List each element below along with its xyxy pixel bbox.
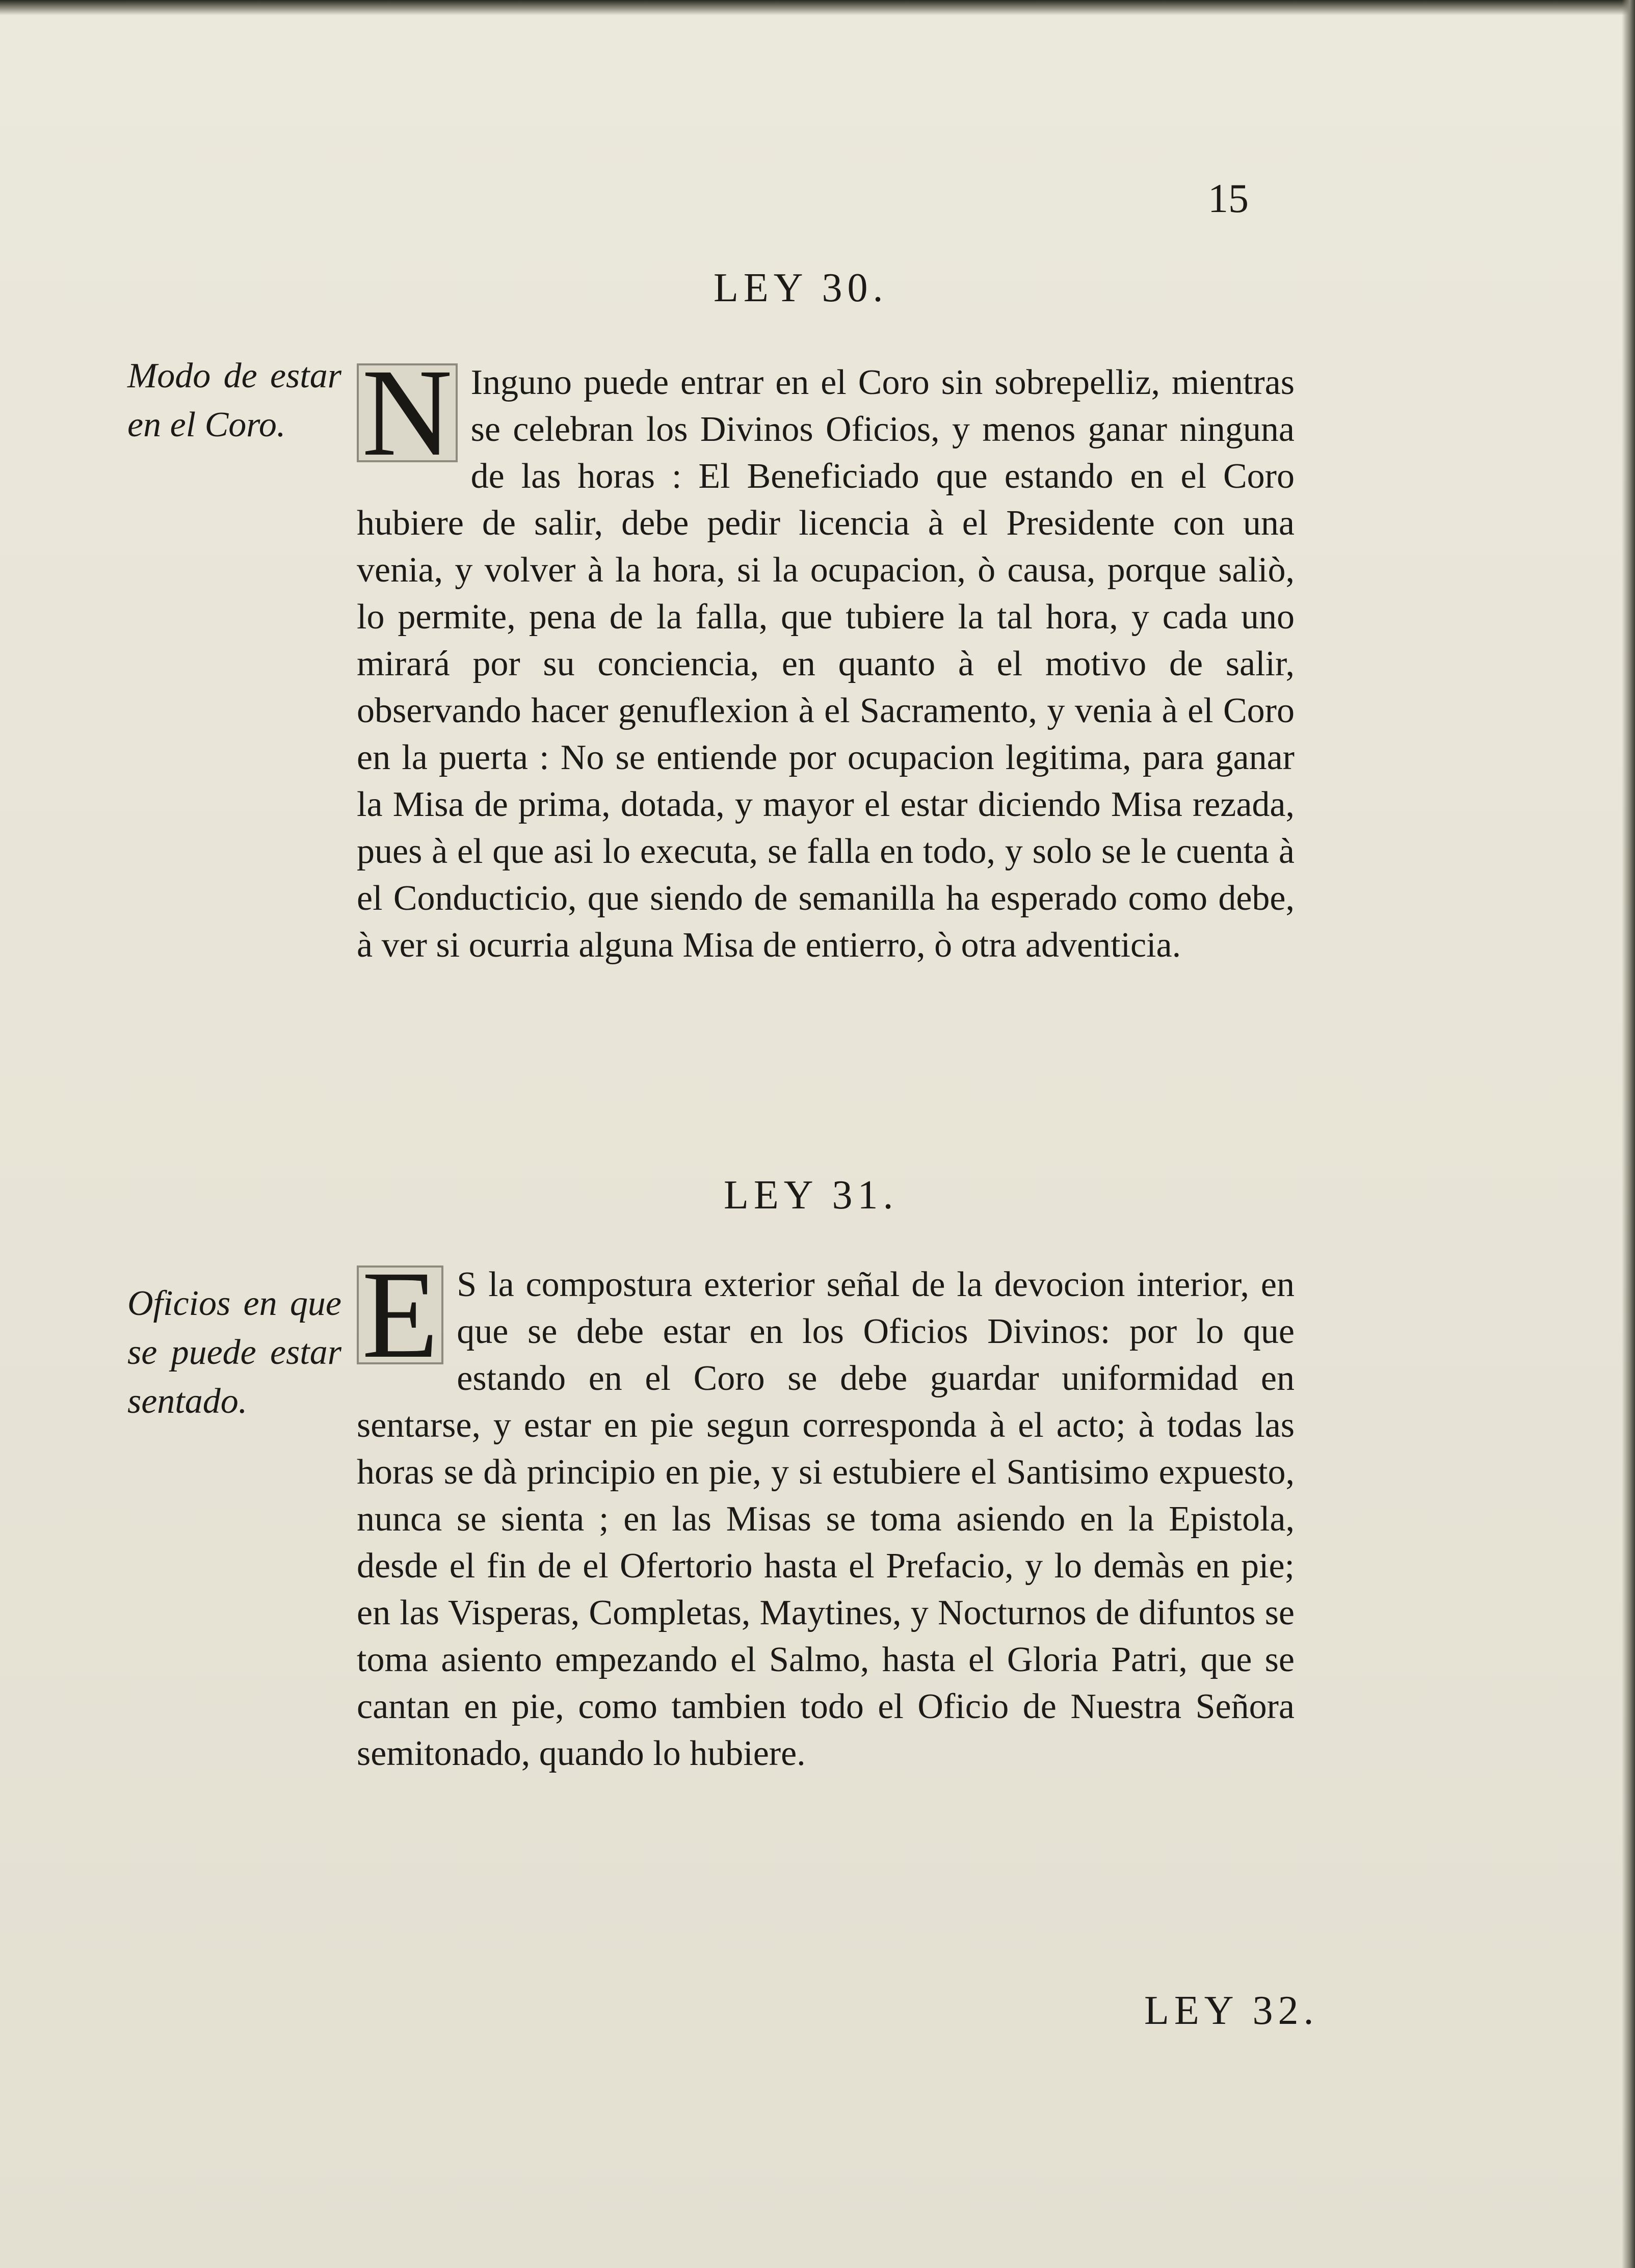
catchword: LEY 32.: [1144, 1988, 1319, 2033]
law-31-text: [357, 1246, 1295, 1777]
margin-note-law-30: Modo de estar en el Coro.: [127, 356, 341, 444]
page-top-edge: [0, 0, 1635, 15]
drop-cap-n: N: [357, 363, 458, 462]
law-30-paragraph: Inguno puede entrar en el Coro sin sobrepelliz, mientras se celebran los Divinos Oficios, y menos ganar ninguna de las horas : El Beneficiado que estando en el Coro hubiere de salir, debe pedir licencia à el Presidente con una venia, y volver à la hora, si la ocupacion, ò causa, porque saliò, lo permite, pena de la falla, que tubiere la tal hora, y cada uno mirará por su conciencia, en quanto à el motivo de salir, observando hacer genuflexion à el Sacramento, y venia à el Coro en la puerta : No se entiende por ocupacion legitima, para ganar la Misa de prima, dotada, y mayor el estar diciendo Misa rezada, pues à el que asi lo executa, se falla en todo, y solo se le cuenta à el Conducticio, que siendo de semanilla ha esperado como debe, à ver si ocurria alguna Misa de entierro, ò otra adventicia.: [357, 363, 1295, 965]
drop-cap-e: E: [357, 1265, 443, 1364]
page-number: 15: [1208, 176, 1249, 221]
law-30-text: [357, 344, 1295, 969]
page-right-edge: [1622, 0, 1635, 2268]
margin-note-law-31: Oficios en que se puede estar sentado.: [127, 1284, 341, 1421]
law-31-heading: LEY 31.: [724, 1173, 899, 1218]
law-31-paragraph: S la compostura exterior señal de la devocion interior, en que se debe estar en los Oficios Divinos: por lo que estando en el Coro se debe guardar uniformidad en sentarse, y estar en pie segun corresponda à el acto; à todas las horas se dà principio en pie, y si estubiere el Santisimo expuesto, nunca se sienta ; en las Misas se toma asiendo en la Epistola, desde el fin de el Ofertorio hasta el Prefacio, y lo demàs en pie; en las Visperas, Completas, Maytines, y Nocturnos de difuntos se toma asiento empezando el Salmo, hasta el Gloria Patri, que se cantan en pie, como tambien todo el Oficio de Nuestra Señora semitonado, quando lo hubiere.: [357, 1265, 1295, 1773]
law-30-heading: LEY 30.: [714, 266, 888, 310]
